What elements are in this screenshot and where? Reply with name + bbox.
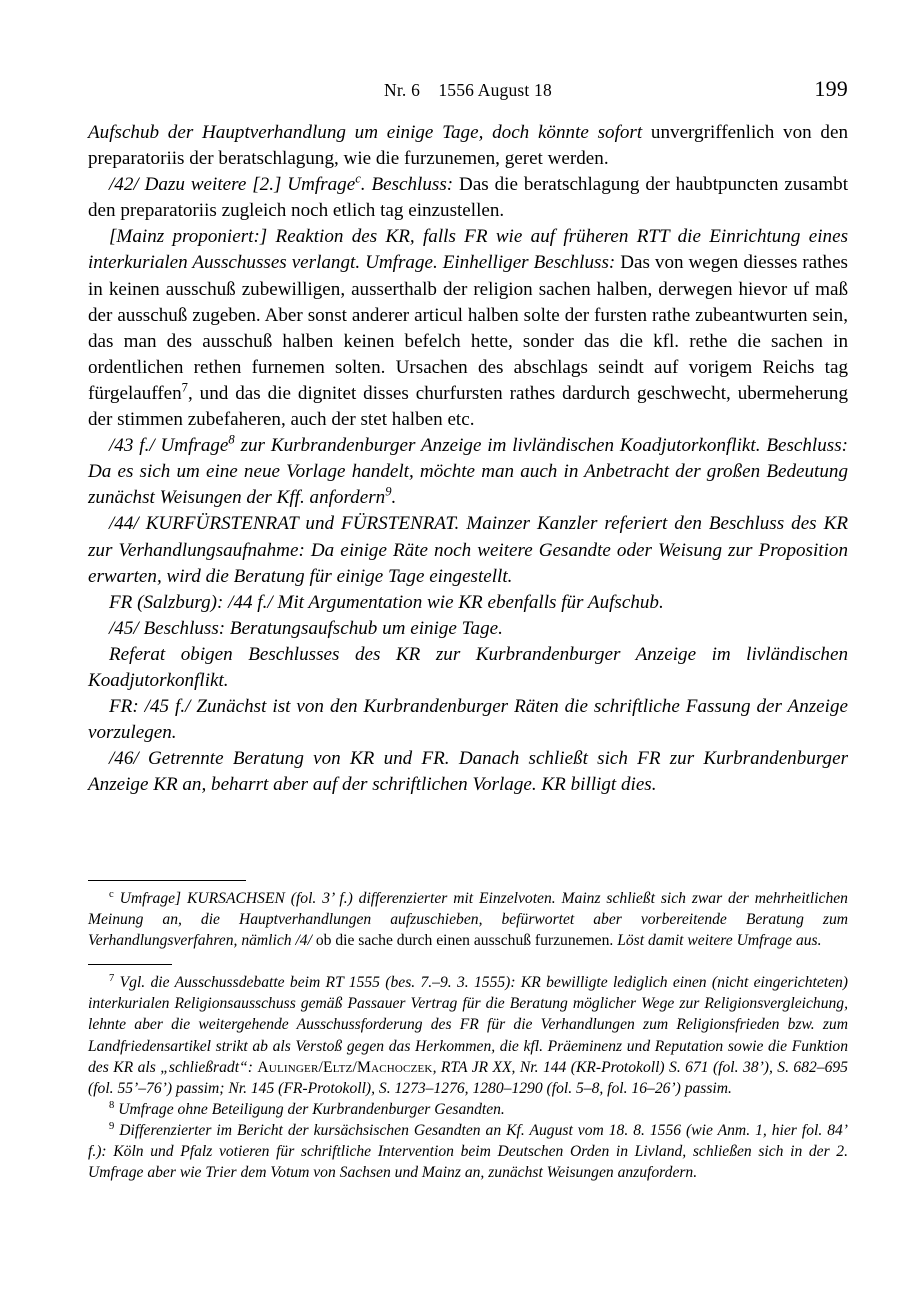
running-head-title: Nr. 6 1556 August 18 [384, 80, 552, 100]
body-text [88, 120, 848, 798]
run-italic: Umfrage] KURSACHSEN (fol. 3’ f.) differenzierter mit Einzelvoten. Mainz schließt sich zwar der mehrheitlichen Meinung an, die Hauptverhandlungen aufzuschieben, befürwortet aber vorbereitende Beratung zum Verhandlungsverfahren, nämlich /4/ [88, 890, 848, 950]
running-head [88, 76, 848, 106]
footnote-ref-c[interactable]: c [355, 171, 361, 186]
footnote-rule [88, 964, 172, 965]
paragraph-aufschub [88, 120, 848, 172]
note-marker-c: c [109, 888, 114, 900]
run-italic: /44/ KURFÜRSTENRAT und FÜRSTENRAT. Mainzer Kanzler referiert den Beschluss des KR zur Verhandlungsaufnahme: Da einige Räte noch weitere Gesandte oder Weisung zur Proposition erwarten, wird die Beratung für einige Tage eingestellt. [88, 513, 848, 587]
run-italic: Umfrage ohne Beteiligung der Kurbrandenburger Gesandten. [118, 1100, 505, 1118]
footnote-ref-7[interactable]: 7 [181, 380, 188, 395]
note-9 [88, 1120, 848, 1183]
run-italic: [Mainz proponiert:] Reaktion des KR, falls FR wie auf früheren RTT die Einrichtung eines interkurialen Ausschusses verlangt. Umfrage. Einhelliger Beschluss: [88, 226, 848, 274]
variant-apparatus-rule [88, 880, 246, 881]
paragraph-42 [88, 172, 848, 224]
run-italic: /43 f./ Umfrage [109, 435, 229, 457]
run-italic: /45/ Beschluss: Beratungsaufschub um einige Tage. [109, 617, 503, 639]
paragraph-44 [88, 511, 848, 589]
run-italic: Referat obigen Beschlusses des KR zur Kurbrandenburger Anzeige im livländischen Koadjutorkonflikt. [88, 643, 848, 691]
run-roman: unvergriffenlich von den preparatoriis der beratschlagung, wie die furzunemen, geret werden. [88, 122, 848, 170]
run-italic: . Beschluss: [360, 174, 460, 196]
note-marker-7: 7 [109, 973, 115, 985]
run-roman: ob die sache durch einen ausschuß furzunemen. [315, 932, 618, 950]
footnote-ref-8[interactable]: 8 [228, 432, 235, 447]
page-number: 199 [814, 76, 848, 101]
run-italic: FR (Salzburg): /44 f./ Mit Argumentation wie KR ebenfalls für Aufschub. [109, 591, 664, 613]
run-roman: , und das die dignitet disses churfursten rathes dardurch geschwecht, ubermeherung der stimmen zubefaheren, auch der stet halben etc. [88, 382, 848, 431]
run-italic: zur Kurbrandenburger Anzeige im livländischen Koadjutorkonflikt. Beschluss: Da es sich um eine neue Vorlage handelt, möchte man auch in Anbetracht der großen Bedeutung zunächst Weisungen der Kff. anfordern [88, 435, 848, 509]
run-roman: Das von wegen diesses rathes in keinen ausschuß zubewilligen, ausserthalb der religion sachen halben, derwegen hievor uf maß der ausschuß zugeben. Aber sonst anderer articul halben solte der fursten rathe zubeantwurten sein, das man des ausschuß halben keinen befelch hette, sonder das die kfl. rethe die sachen in ordentlichen rethen furnemen solten. Ursachen des abschlags seindt auf vorigem Reichs tag fürgelauffen [88, 252, 848, 404]
run-italic: Aufschub der Hauptverhandlung um einige Tage, doch könnte sofort [88, 122, 651, 143]
note-marker-8: 8 [109, 1099, 115, 1111]
paragraph-43 [88, 433, 848, 511]
paragraph-referat [88, 642, 848, 694]
note-7 [88, 972, 848, 1099]
run-italic: Löst damit weitere Umfrage aus. [617, 932, 822, 950]
run-italic: Vgl. die Ausschussdebatte beim RT 1555 (bes. 7.–9. 3. 1555): KR bewilligte lediglich einen (nicht eingerichteten) interkurialen Religionsausschuss gemäß Passauer Vertrag für die Beratung möglicher Wege zur Religionsvergleichung, lehnte aber die weitergehende Ausschussforderung des FR für die Verhandlungen zum Religionsfrieden bzw. zum Landfriedensartikel strikt ab als Verstoß gegen das Herkommen, die kfl. Präeminenz und Reputation sowie die Funktion des KR als „schließradt“: [88, 974, 848, 1076]
run-small-caps: Aulinger/Eltz/Machoczek [257, 1058, 433, 1076]
run-italic: . [391, 487, 397, 509]
run-italic: /46/ Getrennte Beratung von KR und FR. Danach schließt sich FR zur Kurbrandenburger Anzeige KR an, beharrt aber auf der schriftlichen Vorlage. KR billigt dies. [88, 748, 848, 796]
note-marker-9: 9 [109, 1120, 115, 1132]
footnote-ref-9[interactable]: 9 [385, 484, 392, 499]
paragraph-mainz [88, 224, 848, 433]
run-italic: /42/ Dazu weitere [2.] Umfrage [109, 174, 356, 196]
run-italic: FR: /45 f./ Zunächst ist von den Kurbrandenburger Räten die schriftliche Fassung der Anzeige vorzulegen. [88, 696, 848, 744]
paragraph-fr-45 [88, 694, 848, 746]
paragraph-46 [88, 746, 848, 798]
run-roman: Das die beratschlagung der haubtpuncten zusambt den preparatoriis zugleich noch etlich tag einzustellen. [88, 174, 849, 222]
note-8 [88, 1099, 848, 1120]
note-c [88, 888, 848, 951]
run-italic: , RTA JR XX, Nr. 144 (KR-Protokoll) S. 671 (fol. 38’), S. 682–695 (fol. 55’–76’) passim; Nr. 145 (FR-Protokoll), S. 1273–1276, 1280–1290 (fol. 5–8, fol. 16–26’) passim. [88, 1058, 848, 1097]
footnote-apparatus [88, 880, 848, 1183]
paragraph-fr-salzburg [88, 590, 848, 616]
paragraph-45 [88, 616, 848, 642]
run-italic: Differenzierter im Bericht der kursächsischen Gesandten an Kf. August vom 18. 8. 1556 (wie Anm. 1, hier fol. 84’ f.): Köln und Pfalz votieren für schriftliche Intervention beim Deutschen Orden in Livland, schließen sich in der 2. Umfrage aber wie Trier dem Votum von Sachsen und Mainz an, zunächst Weisungen anzufordern. [88, 1121, 848, 1182]
